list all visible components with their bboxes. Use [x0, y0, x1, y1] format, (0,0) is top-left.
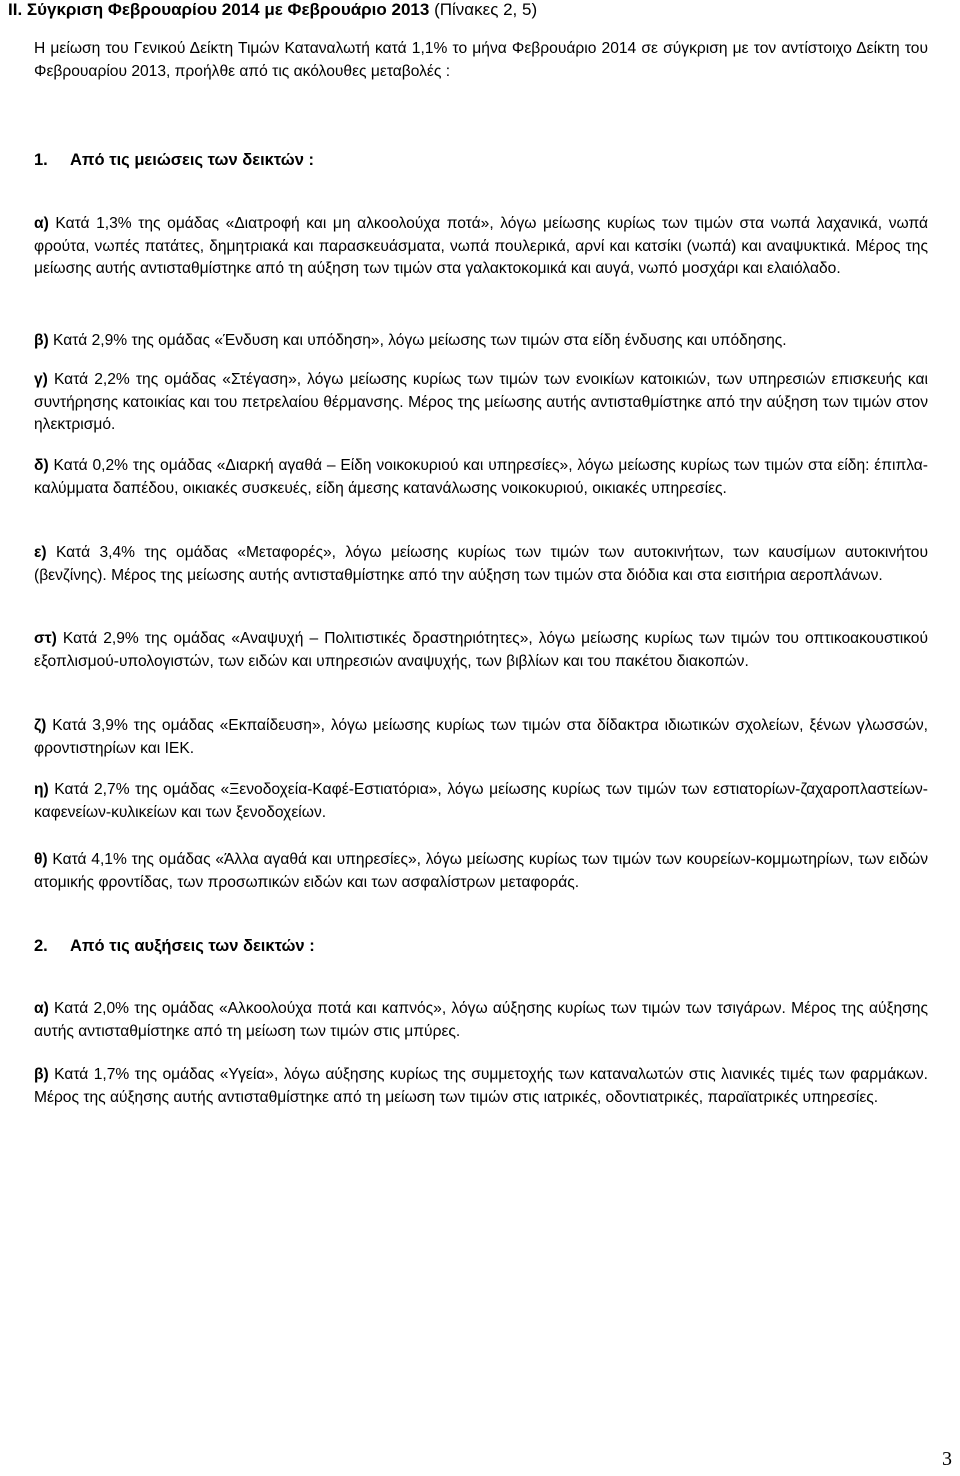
decrease-item-th [34, 849, 928, 894]
decrease-item-a [34, 213, 928, 281]
item-label: ε) [34, 544, 47, 561]
item-label: η) [34, 781, 49, 798]
item-text: Κατά 2,9% της ομάδας «Ένδυση και υπόδηση», λόγω μείωσης των τιμών στα είδη ένδυσης και υπόδησης. [48, 332, 787, 349]
decrease-item-b [34, 330, 928, 353]
item-text: Κατά 1,3% της ομάδας «Διατροφή και μη αλκοολούχα ποτά», λόγω μείωσης κυρίως των τιμών στα νωπά λαχανικά, νωπά φρούτα, νωπές πατάτες, δημητριακά και παρασκευάσματα, νωπά πουλερικά, αρνί και κατσίκι (νωπά) και αναψυκτικά. Μέρος της μείωσης αυτής αντισταθμίστηκε από τη αύξηση των τιμών στα γαλακτοκομικά και αυγά, νωπό μοσχάρι και ελαιόλαδο. [34, 215, 928, 277]
decrease-item-st [34, 628, 928, 673]
decrease-item-d [34, 455, 928, 500]
item-label: β) [34, 1066, 49, 1083]
item-label: β) [34, 332, 49, 349]
intro-paragraph: Η μείωση του Γενικού Δείκτη Τιμών Καταναλωτή κατά 1,1% το μήνα Φεβρουάριο 2014 σε σύγκριση με τον αντίστοιχο Δείκτη του Φεβρουαρίου 2013, προήλθε από τις ακόλουθες μεταβολές : [34, 40, 928, 80]
item-text: Κατά 0,2% της ομάδας «Διαρκή αγαθά – Είδη νοικοκυριού και υπηρεσίες», λόγω μείωσης κυρίως των τιμών στα είδη: έπιπλα-καλύμματα δαπέδου, οικιακές συσκευές, είδη άμεσης κατανάλωσης νοικοκυριού, οικιακές υπηρεσίες. [34, 457, 928, 497]
item-text: Κατά 2,0% της ομάδας «Αλκοολούχα ποτά και καπνός», λόγω αύξησης κυρίως των τιμών των τσιγάρων. Μέρος της αύξησης αυτής αντισταθμίστηκε από τη μείωση των τιμών στις μπύρες. [34, 1000, 928, 1040]
item-label: θ) [34, 851, 48, 868]
increase-item-b [34, 1064, 928, 1109]
section-2-title-text: Από τις αυξήσεις των δεικτών : [70, 937, 315, 955]
item-label: ζ) [34, 717, 47, 734]
section-1-title [34, 150, 314, 170]
decrease-item-h [34, 779, 928, 824]
section-1-title-text: Από τις μειώσεις των δεικτών : [70, 151, 314, 169]
section-heading-reference: (Πίνακες 2, 5) [429, 0, 538, 19]
section-2-number: 2. [34, 937, 48, 955]
item-text: Κατά 1,7% της ομάδας «Υγεία», λόγω αύξησης κυρίως της συμμετοχής των καταναλωτών στις λιανικές τιμές των φαρμάκων. Μέρος της αύξησης αυτής αντισταθμίστηκε από τη μείωση των τιμών στις ιατρικές, οδοντιατρικές, παραϊατρικές υπηρεσίες. [34, 1066, 928, 1106]
item-text: Κατά 2,7% της ομάδας «Ξενοδοχεία-Καφέ-Εστιατόρια», λόγω μείωσης κυρίως των τιμών των εστιατορίων-ζαχαροπλαστείων-καφενείων-κυλικείων και των ξενοδοχείων. [34, 781, 928, 821]
section-heading-bold: II. Σύγκριση Φεβρουαρίου 2014 με Φεβρουάριο 2013 [8, 0, 430, 19]
item-text: Κατά 3,9% της ομάδας «Εκπαίδευση», λόγω μείωσης κυρίως των τιμών στα δίδακτρα ιδιωτικών σχολείων, ξένων γλωσσών, φροντιστηρίων και ΙΕΚ. [34, 717, 928, 757]
item-label: α) [34, 215, 49, 232]
section-heading [8, 0, 537, 20]
decrease-item-c [34, 369, 928, 437]
item-label: α) [34, 1000, 49, 1017]
item-text: Κατά 2,9% της ομάδας «Αναψυχή – Πολιτιστικές δραστηριότητες», λόγω μείωσης κυρίως των τιμών του οπτικοακουστικού εξοπλισμού-υπολογιστών, των ειδών και υπηρεσιών αναψυχής, των βιβλίων και του πακέτου διακοπών. [34, 630, 928, 670]
section-2-title [34, 936, 315, 956]
item-text: Κατά 4,1% της ομάδας «Άλλα αγαθά και υπηρεσίες», λόγω μείωσης κυρίως των τιμών των κουρείων-κομμωτηρίων, των ειδών ατομικής φροντίδας, των προσωπικών ειδών και των ασφαλίστρων μεταφοράς. [34, 851, 928, 891]
increase-item-a [34, 998, 928, 1043]
item-label: γ) [34, 371, 48, 388]
item-label: δ) [34, 457, 49, 474]
item-label: στ) [34, 630, 57, 647]
item-text: Κατά 2,2% της ομάδας «Στέγαση», λόγω μείωσης κυρίως των τιμών των ενοικίων κατοικιών, των υπηρεσιών επισκευής και συντήρησης κατοικίας και του πετρελαίου θέρμανσης. Μέρος της μείωσης αυτής αντισταθμίστηκε από την αύξηση των τιμών στον ηλεκτρισμό. [34, 371, 928, 433]
item-text: Κατά 3,4% της ομάδας «Μεταφορές», λόγω μείωσης κυρίως των τιμών των αυτοκινήτων, των καυσίμων αυτοκινήτου (βενζίνης). Μέρος της μείωσης αυτής αντισταθμίστηκε από την αύξηση των τιμών στα διόδια και στα εισιτήρια αεροπλάνων. [34, 544, 928, 584]
section-1-number: 1. [34, 151, 48, 169]
page-number: 3 [942, 1448, 952, 1470]
decrease-item-z [34, 715, 928, 760]
decrease-item-e [34, 542, 928, 587]
